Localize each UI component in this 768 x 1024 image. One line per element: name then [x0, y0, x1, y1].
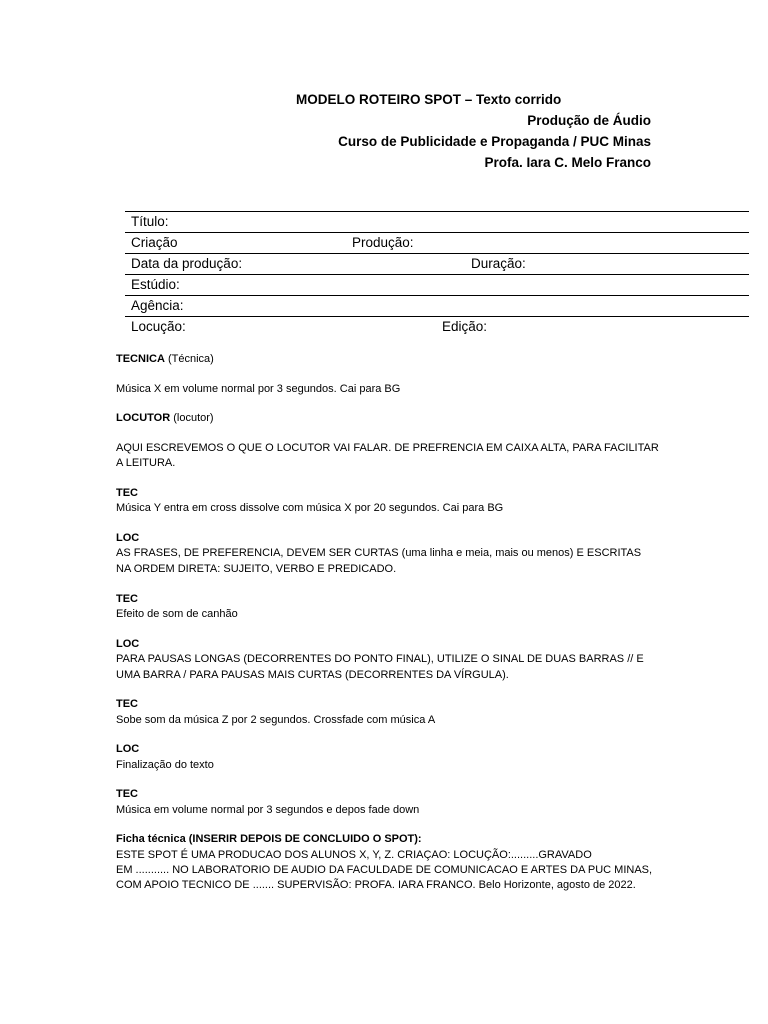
section-tecnica-heading: [116, 352, 214, 368]
label-edicao: Edição:: [442, 319, 488, 334]
heading-locutor: LOCUTOR: [116, 412, 171, 424]
label-titulo: Título:: [131, 214, 169, 229]
section-loc-text-2a: PARA PAUSAS LONGAS (DECORRENTES DO PONTO FINAL), UTILIZE O SINAL DE DUAS BARRAS // E: [116, 653, 644, 665]
section-tec-text-1: Música Y entra em cross dissolve com música X por 20 segundos. Cai para BG: [116, 502, 504, 514]
heading-tecnica: TECNICA: [116, 353, 165, 365]
ficha-tecnica-heading: Ficha técnica (INSERIR DEPOIS DE CONCLUIDO O SPOT):: [116, 833, 422, 845]
ficha-tecnica-line-1: ESTE SPOT É UMA PRODUCAO DOS ALUNOS X, Y, Z. CRIAÇAO: LOCUÇÃO:.........GRAVADO: [116, 849, 592, 861]
section-loc-heading-1: LOC: [116, 532, 140, 544]
section-tec-text-2: Efeito de som de canhão: [116, 608, 238, 620]
section-loc-text-3: Finalização do texto: [116, 759, 214, 771]
section-locutor-heading: [116, 411, 214, 427]
label-locucao: Locução:: [131, 319, 186, 334]
section-locutor-text-2: A LEITURA.: [116, 457, 176, 469]
subtitle-course-subject: Produção de Áudio: [527, 113, 651, 128]
ficha-tecnica-line-2: EM ........... NO LABORATORIO DE AUDIO DA FACULDADE DE COMUNICACAO E ARTES DA PUC MINAS,: [116, 864, 653, 876]
section-locutor-text-1: AQUI ESCREVEMOS O QUE O LOCUTOR VAI FALAR. DE PREFRENCIA EM CAIXA ALTA, PARA FACILITAR: [116, 442, 659, 454]
section-tec-text-4: Música em volume normal por 3 segundos e depos fade down: [116, 804, 420, 816]
section-loc-heading-2: LOC: [116, 638, 140, 650]
subtitle-professor: Profa. Iara C. Melo Franco: [484, 155, 651, 170]
label-duracao: Duração:: [471, 256, 526, 271]
heading-tecnica-note: (Técnica): [164, 353, 214, 365]
ficha-tecnica-line-3: COM APOIO TECNICO DE ....... SUPERVISÃO: PROFA. IARA FRANCO. Belo Horizonte, agosto de 2022.: [116, 879, 636, 891]
label-data-producao: Data da produção:: [131, 256, 243, 271]
section-tec-heading-4: TEC: [116, 788, 138, 800]
section-tecnica-text: Música X em volume normal por 3 segundos. Cai para BG: [116, 383, 401, 395]
label-criacao: Criação: [131, 235, 178, 250]
section-loc-text-2b: UMA BARRA / PARA PAUSAS MAIS CURTAS (DECORRENTES DA VÍRGULA).: [116, 669, 509, 681]
label-producao: Produção:: [352, 235, 414, 250]
section-tec-text-3: Sobe som da música Z por 2 segundos. Crossfade com música A: [116, 714, 436, 726]
label-estudio: Estúdio:: [131, 277, 180, 292]
subtitle-course: Curso de Publicidade e Propaganda / PUC Minas: [338, 134, 651, 149]
form-row-criacao: [125, 232, 749, 253]
section-loc-text-1b: NA ORDEM DIRETA: SUJEITO, VERBO E PREDICADO.: [116, 563, 397, 575]
section-tec-heading-3: TEC: [116, 698, 138, 710]
form-row-estudio: [125, 274, 749, 295]
spot-info-form: [125, 211, 749, 337]
heading-locutor-note: (locutor): [170, 412, 214, 424]
form-row-agencia: [125, 295, 749, 316]
form-row-locucao: [125, 316, 749, 337]
section-tec-heading-1: TEC: [116, 487, 138, 499]
label-agencia: Agência:: [131, 298, 184, 313]
section-loc-text-1a: AS FRASES, DE PREFERENCIA, DEVEM SER CURTAS (uma linha e meia, mais ou menos) E ESCRITAS: [116, 547, 642, 559]
section-tec-heading-2: TEC: [116, 593, 138, 605]
form-row-data: [125, 253, 749, 274]
section-loc-heading-3: LOC: [116, 743, 140, 755]
form-row-titulo: [125, 211, 749, 232]
document-title: MODELO ROTEIRO SPOT – Texto corrido: [296, 92, 562, 107]
